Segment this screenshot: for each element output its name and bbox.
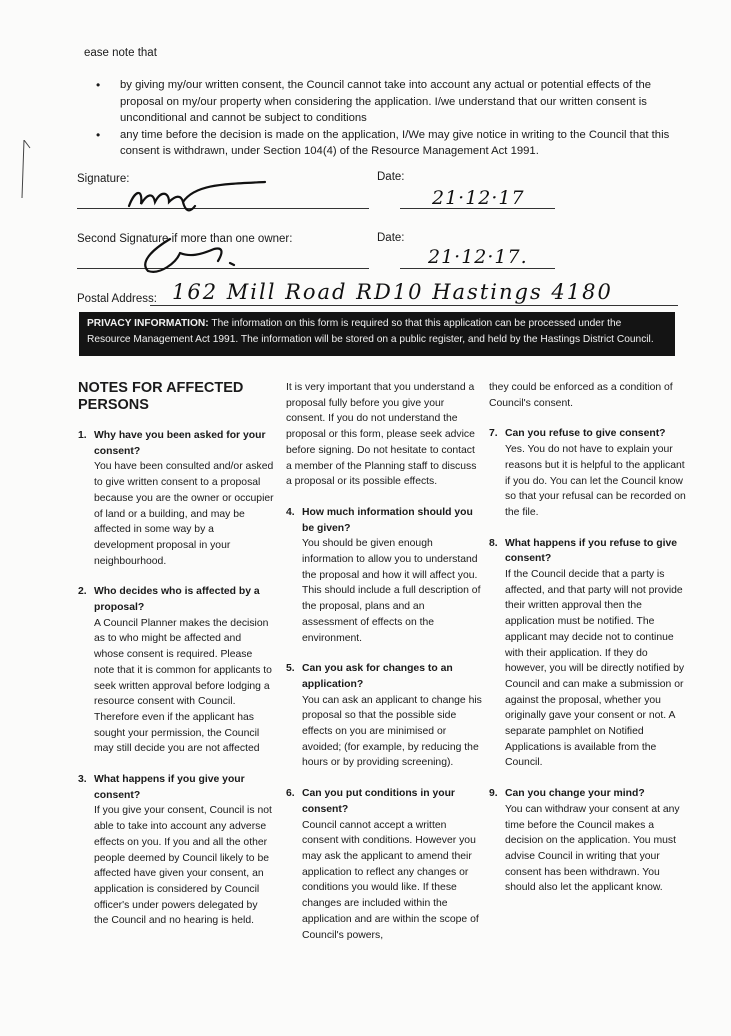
intro-text: ease note that	[84, 47, 157, 59]
note-question: Why have you been asked for your consent?	[94, 430, 266, 457]
note-answer: Council cannot accept a written consent with conditions. However you may ask the applicant to amend their application to reflect any changes or conditions you would like. If these changes are included within the application and are within the scope of Council's powers,	[302, 819, 479, 941]
note-9: 9. Can you change your mind? You can withdraw your consent at any time before the Council makes a decision on the application. You must advise Council in writing that your consent has been withdrawn. You should also let the applicant know.	[489, 786, 689, 896]
note-question: How much information should you be given?	[302, 506, 473, 534]
conditions-list	[92, 77, 692, 160]
list-item: • any time before the decision is made on the application, I/We may give notice in writing to the Council that this consent is withdrawn, under Section 104(4) of the Resource Management Act 1991.	[96, 127, 670, 157]
postal-address-line	[150, 305, 678, 306]
note-answer: You have been consulted and/or asked to give written consent to a proposal because you are the owner or occupier of land or a building, and may be affected in some way by a development proposal in your neighbourhood.	[94, 461, 274, 567]
note-8: 8. What happens if you refuse to give consent? If the Council decide that a party is affected, and that party will not provide their written approval then the application must be notified. The applicant may decide not to continue with their application. If they do however, you will be directly notified by Council and can make a submission or against the proposal, whether you originally gave your consent or not. A separate pamphlet on Notified Applications is available from the Council.	[489, 536, 689, 772]
note-6: 6. Can you put conditions in your consent? Council cannot accept a written consent with conditions. However you may ask the applicant to amend their application to reflect any changes or conditions you would like. If these changes are included within the application and are within the scope of Council's powers,	[286, 786, 482, 943]
postal-address-value: 162 Mill Road RD10 Hastings 4180	[172, 280, 613, 304]
note-answer: A Council Planner makes the decision as to who might be affected and whose consent is required. Please note that it is common for applicants to seek written approval before lodging a resource consent with Council. Therefore even if the applicant has sought your permission, the Council may still decide you are not affected	[94, 617, 272, 755]
privacy-banner	[79, 312, 675, 356]
note-answer: You can ask an applicant to change his proposal so that the possible side effects on you are minimised or avoided; (for example, by reducing the hours or by providing screening).	[302, 694, 482, 769]
date2-label: Date:	[377, 232, 405, 244]
signature-label: Signature:	[77, 173, 130, 185]
note-question: Can you change your mind?	[505, 788, 645, 800]
privacy-label: PRIVACY INFORMATION:	[87, 318, 209, 329]
privacy-text: The information on this form is required so that this application can be processed under the Resource Management Act 1991. The information will be stored on a public register, and held by the Hastings District Council.	[87, 318, 654, 345]
note-answer: You can withdraw your consent at any time before the Council makes a decision on the application. You must advise Council in writing that your consent has been withdrawn. You should also let the applicant know.	[505, 803, 680, 894]
second-signature-label: Second Signature if more than one owner:	[77, 233, 293, 245]
note-7: 7. Can you refuse to give consent? Yes. You do not have to explain your reasons but it is helpful to the applicant if you do. You can let the Council know so that your refusal can be recorded on the file.	[489, 426, 689, 520]
note-question: Can you put conditions in your consent?	[302, 788, 455, 815]
notes-title: NOTES FOR AFFECTED PERSONS	[78, 380, 244, 413]
notes-column-2	[286, 380, 482, 958]
notes-column-1	[78, 380, 274, 944]
note-question: What happens if you give your consent?	[94, 774, 245, 801]
date2-value: 21·12·17.	[428, 246, 528, 268]
signature-scribble	[125, 176, 275, 218]
column-2-lead: It is very important that you understand a proposal fully before you give your consent. If you do not understand the proposal or this form, please seek advice before signing. Do not hesitate to contact a member of the Planning staff to discuss a proposal or its possible effects.	[286, 382, 477, 488]
note-answer: If you give your consent, Council is not able to take into account any adverse effects on you. If you and all the other people deemed by Council likely to be affected have given your consent, an application is considered by Council officer's under powers delegated by the Council and no hearing is held.	[94, 805, 272, 927]
notes-column-3	[489, 380, 689, 911]
note-answer: You should be given enough information to allow you to understand the proposal and how it will affect you. This should include a full description of the proposal, plans and an assessment of effects on the environment.	[302, 538, 481, 644]
note-question: Can you refuse to give consent?	[505, 428, 666, 440]
second-signature-scribble	[130, 233, 310, 281]
note-question: What happens if you refuse to give consent?	[505, 537, 678, 565]
note-2: 2. Who decides who is affected by a proposal? A Council Planner makes the decision as to who might be affected and whose consent is required. Please note that it is common for applicants to seek written approval before lodging a resource consent with Council. Therefore even if the applicant has sought your permission, the Council may still decide you are not affected	[78, 584, 274, 757]
note-5: 5. Can you ask for changes to an application? You can ask an applicant to change his proposal so that the possible side effects on you are minimised or avoided; (for example, by reducing the hours or by providing screening).	[286, 661, 482, 771]
note-question: Can you ask for changes to an application?	[302, 663, 453, 690]
postal-address-label: Postal Address:	[77, 293, 157, 305]
bullet-icon: •	[96, 78, 101, 92]
note-3: 3. What happens if you give your consent? If you give your consent, Council is not able to take into account any adverse effects on you. If you and all the other people deemed by Council likely to be affected have given your consent, an application is considered by Council officer's under powers delegated by the Council and no hearing is held.	[78, 772, 274, 929]
list-item: • by giving my/our written consent, the Council cannot take into account any actual or potential effects of the proposal on my/our property when considering the application. I/we understand that our written consent is unconditional and cannot be subject to conditions	[96, 78, 652, 124]
note-1: 1. Why have you been asked for your consent? You have been consulted and/or asked to give written consent to a proposal because you are the owner or occupier of land or a building, and may be affected in some way by a development proposal in your neighbourhood.	[78, 428, 274, 569]
date-label: Date:	[377, 171, 405, 183]
column-3-lead: they could be enforced as a condition of Council's consent.	[489, 382, 673, 409]
note-answer: If the Council decide that a party is affected, and that party will not provide their written approval then the application must be notified. The applicant may decide not to continue with their application. If they do however, you will be directly notified by Council and can make a submission or against the proposal, whether you originally gave your consent or not. A separate pamphlet on Notified Applications is available from the Council.	[505, 569, 685, 769]
note-question: Who decides who is affected by a proposal?	[94, 586, 260, 614]
date-value: 21·12·17	[432, 187, 525, 209]
bullet-icon: •	[96, 127, 101, 142]
date2-line	[400, 268, 555, 269]
note-4: 4. How much information should you be given? You should be given enough information to allow you to understand the proposal and how it will affect you. This should include a full description of the proposal, plans and an assessment of effects on the environment.	[286, 505, 482, 646]
margin-mark	[20, 140, 40, 200]
note-answer: Yes. You do not have to explain your reasons but it is helpful to the applicant if you do. You can let the Council know so that your refusal can be recorded on the file.	[505, 444, 686, 518]
